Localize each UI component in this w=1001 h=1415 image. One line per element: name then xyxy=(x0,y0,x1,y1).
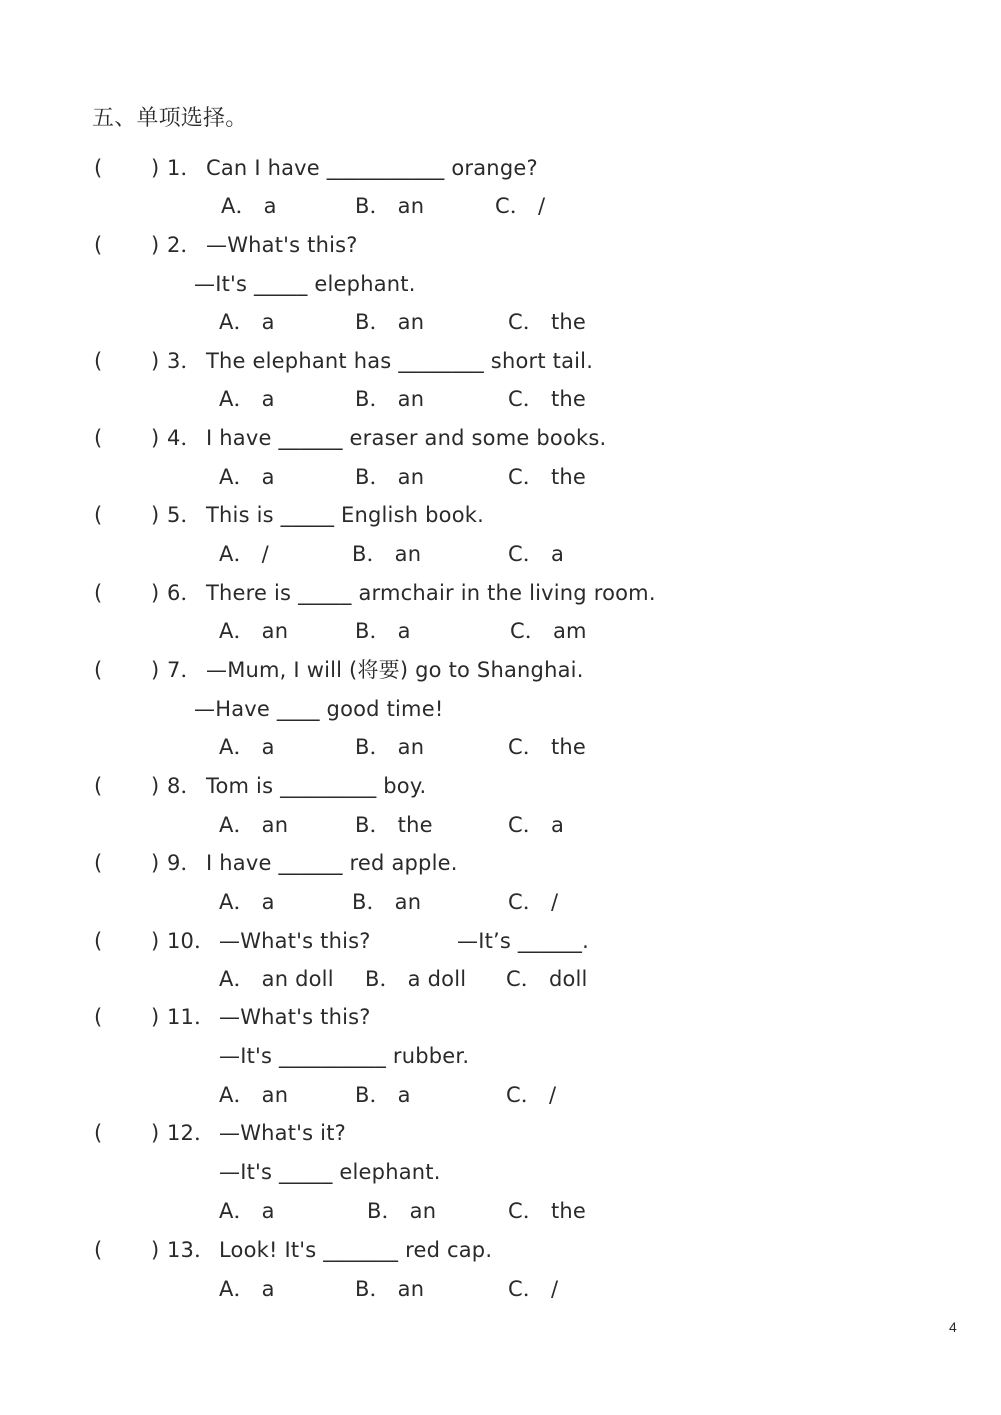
option-c: C． doll xyxy=(506,967,588,991)
answer-paren-close: ) xyxy=(151,1005,160,1029)
question-number: 8． xyxy=(167,774,202,798)
question-text-response: —It’s ______. xyxy=(457,929,589,953)
option-a: A． a xyxy=(219,465,275,489)
option-a: A． a xyxy=(219,1199,275,1223)
answer-paren-close: ) xyxy=(151,851,160,875)
question-number: 2． xyxy=(167,233,202,257)
option-c: C． / xyxy=(508,890,559,914)
option-c: C． the xyxy=(508,1199,587,1223)
answer-paren-open: ( xyxy=(94,233,103,257)
answer-paren-open: ( xyxy=(94,581,103,605)
option-b: B． an xyxy=(352,890,422,914)
question-text: —Mum, I will (将要) go to Shanghai. xyxy=(206,658,584,682)
option-c: C． am xyxy=(510,619,587,643)
option-a: A． a xyxy=(219,310,275,334)
question-text-line2: —It's _____ elephant. xyxy=(194,272,416,296)
option-b: B． a xyxy=(355,1083,411,1107)
option-c: C． the xyxy=(508,465,587,489)
option-a: A． an doll xyxy=(219,967,334,991)
answer-paren-open: ( xyxy=(94,426,103,450)
answer-paren-open: ( xyxy=(94,349,103,373)
option-b: B． the xyxy=(355,813,433,837)
answer-paren-open: ( xyxy=(94,1121,103,1145)
question-number: 6． xyxy=(167,581,202,605)
question-number: 12． xyxy=(167,1121,216,1145)
answer-paren-close: ) xyxy=(151,349,160,373)
option-c: C． / xyxy=(506,1083,557,1107)
answer-paren-close: ) xyxy=(151,581,160,605)
answer-paren-close: ) xyxy=(151,774,160,798)
answer-paren-close: ) xyxy=(151,1121,160,1145)
question-number: 13． xyxy=(167,1238,216,1262)
question-text: Can I have ___________ orange? xyxy=(206,156,538,180)
question-number: 11． xyxy=(167,1005,216,1029)
option-b: B． an xyxy=(367,1199,437,1223)
answer-paren-close: ) xyxy=(151,156,160,180)
question-number: 10． xyxy=(167,929,216,953)
question-text: This is _____ English book. xyxy=(206,503,484,527)
answer-paren-open: ( xyxy=(94,1238,103,1262)
question-text: —What's this? xyxy=(219,1005,371,1029)
answer-paren-open: ( xyxy=(94,1005,103,1029)
option-b: B． an xyxy=(352,542,422,566)
question-text: Look! It's _______ red cap. xyxy=(219,1238,493,1262)
option-b: B． an xyxy=(355,310,425,334)
option-a: A． an xyxy=(219,813,289,837)
question-text-line2: —Have ____ good time! xyxy=(194,697,444,721)
question-text: —What's this? xyxy=(206,233,358,257)
option-c: C． the xyxy=(508,310,587,334)
question-text: There is _____ armchair in the living room. xyxy=(206,581,656,605)
option-a: A． an xyxy=(219,619,289,643)
question-text-line2: —It's __________ rubber. xyxy=(219,1044,470,1068)
question-number: 4． xyxy=(167,426,202,450)
question-text: The elephant has ________ short tail. xyxy=(206,349,594,373)
option-b: B． an xyxy=(355,387,425,411)
option-c: C． a xyxy=(508,542,565,566)
answer-paren-open: ( xyxy=(94,851,103,875)
question-text: I have ______ red apple. xyxy=(206,851,458,875)
question-text: I have ______ eraser and some books. xyxy=(206,426,607,450)
question-number: 1． xyxy=(167,156,202,180)
answer-paren-open: ( xyxy=(94,929,103,953)
option-c: C． / xyxy=(495,194,546,218)
option-c: C． the xyxy=(508,387,587,411)
option-a: A． a xyxy=(219,387,275,411)
option-c: C． / xyxy=(508,1277,559,1301)
option-c: C． the xyxy=(508,735,587,759)
answer-paren-open: ( xyxy=(94,156,103,180)
option-a: A． a xyxy=(221,194,277,218)
option-b: B． a xyxy=(355,619,411,643)
option-b: B． an xyxy=(355,465,425,489)
answer-paren-open: ( xyxy=(94,658,103,682)
option-a: A． a xyxy=(219,1277,275,1301)
answer-paren-close: ) xyxy=(151,1238,160,1262)
question-text-line2: —It's _____ elephant. xyxy=(219,1160,441,1184)
question-number: 3． xyxy=(167,349,202,373)
answer-paren-close: ) xyxy=(151,929,160,953)
option-b: B． an xyxy=(355,194,425,218)
question-text: —What's this? xyxy=(219,929,371,953)
question-number: 9． xyxy=(167,851,202,875)
answer-paren-close: ) xyxy=(151,503,160,527)
question-number: 7． xyxy=(167,658,202,682)
page-number: 4 xyxy=(949,1319,957,1335)
question-number: 5． xyxy=(167,503,202,527)
option-b: B． a doll xyxy=(365,967,467,991)
option-a: A． a xyxy=(219,890,275,914)
option-a: A． an xyxy=(219,1083,289,1107)
option-b: B． an xyxy=(355,1277,425,1301)
option-c: C． a xyxy=(508,813,565,837)
answer-paren-open: ( xyxy=(94,503,103,527)
question-text: —What's it? xyxy=(219,1121,346,1145)
option-a: A． a xyxy=(219,735,275,759)
answer-paren-close: ) xyxy=(151,426,160,450)
option-a: A． / xyxy=(219,542,269,566)
answer-paren-close: ) xyxy=(151,233,160,257)
answer-paren-open: ( xyxy=(94,774,103,798)
section-title: 五、单项选择。 xyxy=(92,106,248,131)
answer-paren-close: ) xyxy=(151,658,160,682)
question-text: Tom is _________ boy. xyxy=(206,774,427,798)
option-b: B． an xyxy=(355,735,425,759)
